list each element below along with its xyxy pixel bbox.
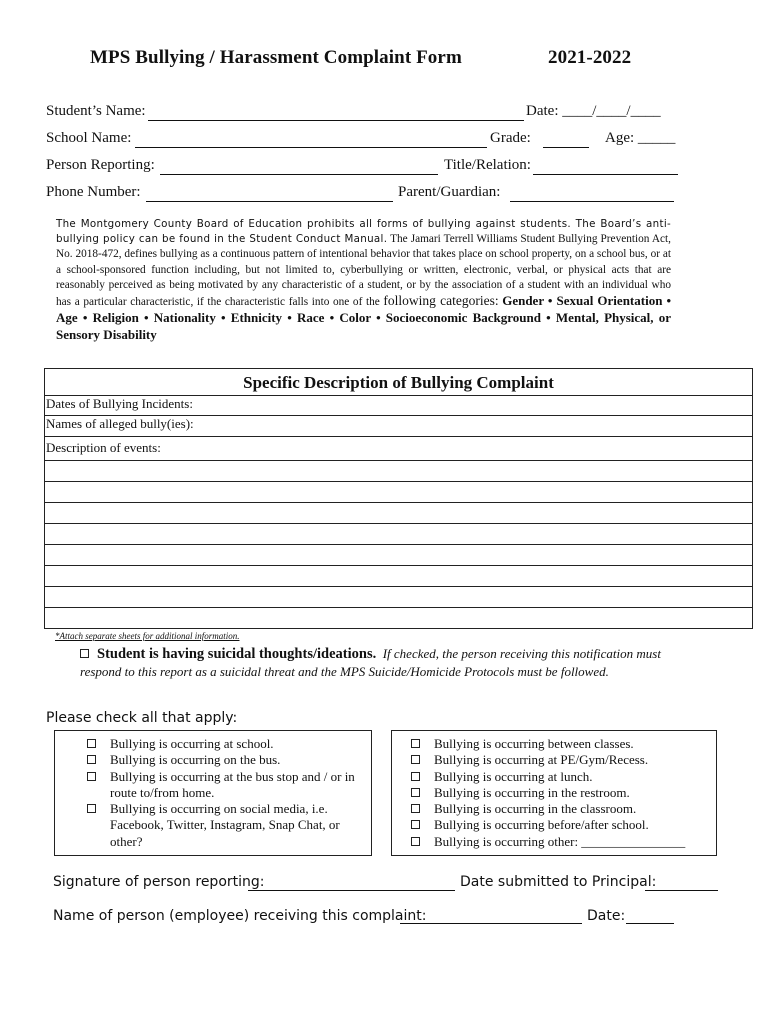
title-relation-field[interactable] [533, 174, 678, 175]
school-name-label: School Name: [46, 130, 132, 146]
title-relation-label: Title/Relation: [444, 157, 531, 173]
checkbox[interactable] [411, 772, 420, 781]
form-title: MPS Bullying / Harassment Complaint Form [90, 47, 462, 68]
check-label: Bullying is occurring at the bus stop and / or in route to/from home. [110, 768, 355, 800]
check-label: Bullying is occurring at PE/Gym/Recess. [434, 752, 649, 768]
events-line-6[interactable] [45, 566, 752, 587]
check-item [411, 769, 713, 785]
signature-field[interactable] [248, 890, 455, 891]
receiver-date-label: Date: [587, 908, 626, 924]
checkbox[interactable] [411, 837, 420, 846]
date-submitted-label: Date submitted to Principal: [460, 874, 657, 890]
person-reporting-field[interactable] [160, 174, 438, 175]
dates-row[interactable] [45, 396, 752, 416]
checkbox[interactable] [411, 820, 420, 829]
check-item [411, 736, 713, 752]
check-item [87, 801, 362, 850]
check-label: Bullying is occurring in the restroom. [434, 784, 630, 800]
check-item [411, 817, 713, 833]
events-label: Description of events: [46, 440, 161, 455]
events-row[interactable] [45, 437, 752, 461]
suicide-label: Student is having suicidal thoughts/ideations. [97, 646, 377, 662]
phone-number-field[interactable] [146, 201, 393, 202]
check-label: Bullying is occurring other: ________________ [434, 833, 686, 849]
check-item [87, 736, 362, 752]
checkbox[interactable] [411, 755, 420, 764]
description-table [44, 368, 753, 629]
check-label: Bullying is occurring before/after school. [434, 817, 649, 833]
check-item [411, 752, 713, 768]
check-item [87, 752, 362, 768]
suicide-instruction: If checked, the person receiving this notification must respond to this report as a suicidal threat and the MPS Suicide/Homicide Protocols must be followed. [80, 646, 661, 679]
checkbox[interactable] [87, 739, 96, 748]
school-year: 2021-2022 [548, 47, 632, 68]
attach-note: *Attach separate sheets for additional information. [55, 631, 240, 641]
grade-field[interactable] [543, 147, 589, 148]
dates-label: Dates of Bullying Incidents: [46, 396, 193, 411]
events-line-5[interactable] [45, 545, 752, 566]
person-reporting-label: Person Reporting: [46, 157, 155, 173]
school-name-field[interactable] [135, 147, 487, 148]
checkbox[interactable] [411, 739, 420, 748]
student-name-label: Student’s Name: [46, 103, 146, 119]
events-line-3[interactable] [45, 503, 752, 524]
age-field[interactable]: Age: _____ [605, 130, 676, 146]
check-label: Bullying is occurring at lunch. [434, 768, 593, 784]
events-line-1[interactable] [45, 461, 752, 482]
check-label: Bullying is occurring on social media, i.e. Facebook, Twitter, Instagram, Snap Chat, or other? [110, 801, 340, 849]
names-label: Names of alleged bully(ies): [46, 416, 194, 431]
check-item [87, 769, 362, 802]
grade-label: Grade: [490, 130, 531, 146]
receiver-field[interactable] [400, 923, 582, 924]
check-all-prompt: Please check all that apply: [46, 710, 238, 726]
receiver-label: Name of person (employee) receiving this complaint: [53, 908, 427, 924]
policy-part1: The Montgomery County Board of Education prohibits all forms of bullying against students. The Board’s anti-bullying policy can be found in the Student Conduct Manual. [56, 218, 671, 246]
suicide-checkbox[interactable] [80, 649, 89, 658]
check-label: Bullying is occurring on the bus. [110, 752, 281, 768]
events-line-2[interactable] [45, 482, 752, 503]
policy-categories-lead: following categories: [383, 293, 499, 309]
checkbox[interactable] [87, 772, 96, 781]
phone-number-label: Phone Number: [46, 184, 141, 200]
checkbox[interactable] [87, 804, 96, 813]
events-line-7[interactable] [45, 587, 752, 608]
policy-categories: Gender • Sexual Orientation • Age • Religion • Nationality • Ethnicity • Race • Color • Socioeconomic Background • Mental, Physical, or Sensory Disability [56, 293, 672, 343]
policy-paragraph [56, 217, 671, 345]
date-submitted-field[interactable] [645, 890, 718, 891]
policy-part2: The Jamari Terrell Williams Student Bullying Prevention Act, No. 2018-472, defines bullying as a continuous pattern of intentional behavior that takes place on school property, on a school bus, or at a school-sponsored function including, but not limited to, cyberbullying or written, electronic, verbal, or physical acts that are reasonably perceived as being motivated by any characteristic of a student, or by the association of a student with an individual who has a particular characteristic, if the characteristic falls into one of the [56, 233, 671, 309]
check-label: Bullying is occurring between classes. [434, 736, 634, 751]
description-table-heading: Specific Description of Bullying Complaint [45, 369, 752, 396]
check-item [411, 785, 713, 801]
right-checklist [411, 736, 713, 850]
check-item [411, 834, 713, 850]
checkbox[interactable] [411, 788, 420, 797]
parent-guardian-field[interactable] [510, 201, 674, 202]
events-line-8[interactable] [45, 608, 752, 629]
suicide-section [80, 645, 680, 680]
receiver-date-field[interactable] [626, 923, 674, 924]
checkbox[interactable] [87, 755, 96, 764]
checkbox[interactable] [411, 804, 420, 813]
events-line-4[interactable] [45, 524, 752, 545]
parent-guardian-label: Parent/Guardian: [398, 184, 501, 200]
date-field[interactable]: Date: ____/____/____ [526, 103, 661, 119]
check-label: Bullying is occurring at school. [110, 736, 274, 751]
check-item [411, 801, 713, 817]
check-label: Bullying is occurring in the classroom. [434, 801, 637, 817]
signature-label: Signature of person reporting: [53, 874, 265, 890]
names-row[interactable] [45, 416, 752, 437]
student-name-field[interactable] [148, 120, 524, 121]
left-checklist [87, 736, 362, 850]
